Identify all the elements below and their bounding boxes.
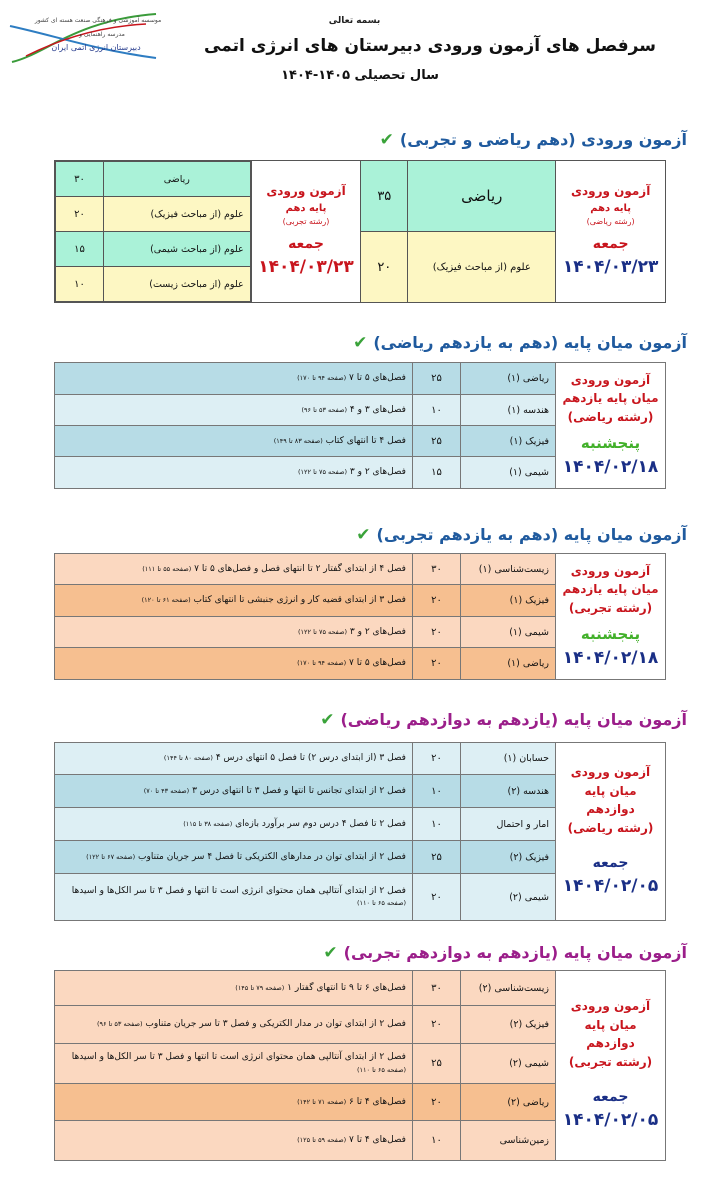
subject: ریاضی (۲) (461, 1084, 556, 1121)
label-grade: میان پایه دوازدهم (584, 783, 637, 817)
count: ۳۰ (413, 971, 461, 1006)
exam-date: ۱۴۰۴/۰۳/۲۳ (562, 257, 659, 278)
section-title-text: آزمون میان پایه (یازدهم به دوازدهم ریاضی) (340, 710, 687, 729)
topic-text: فصل‌های ۵ تا ۷ (349, 373, 406, 384)
bio-count: ۳۰ (56, 162, 104, 197)
count: ۳۰ (413, 554, 461, 585)
entrance-10-table (54, 160, 666, 303)
bio-subject: علوم (از مباحث زیست) (104, 267, 251, 302)
topic (55, 363, 413, 395)
topic-pages: (صفحه ۷۱ تا ۱۴۲) (297, 1097, 347, 1106)
count: ۲۰ (413, 743, 461, 775)
exam-day: جمعه (592, 1089, 629, 1106)
subject: هندسه (۲) (461, 775, 556, 808)
topic-pages: (صفحه ۵۵ تا ۱۱۱) (142, 564, 192, 573)
exam-date: ۱۴۰۴/۰۲/۱۸ (562, 647, 659, 668)
exam-day: پنجشنبه (580, 625, 641, 644)
count: ۱۰ (413, 1121, 461, 1161)
topic (55, 1044, 413, 1084)
label-grade: میان پایه دوازدهم (584, 1017, 637, 1051)
label-field: (رشته تجربی) (568, 1054, 653, 1069)
label-cell (556, 743, 666, 921)
count: ۱۰ (413, 808, 461, 841)
section-title-entrance-10 (380, 130, 687, 150)
section-title-10-11-math (353, 333, 687, 353)
subject: شیمی (۱) (461, 457, 556, 489)
section-title-text: آزمون میان پایه (یازدهم به دوازدهم تجربی) (343, 943, 687, 962)
topic-text: فصل ۲ از ابتدای توان در مدارهای الکتریکی تا فصل ۴ سر جریان متناوب (138, 851, 406, 862)
topic-pages: (صفحه ۵۹ تا ۱۲۵) (297, 1136, 347, 1145)
topic-pages: (صفحه ۳۸ تا ۱۱۵) (183, 819, 233, 828)
section-title-11-12-math (320, 710, 687, 730)
topic (55, 648, 413, 680)
topic-text: فصل‌های ۶ تا ۹ تا انتهای گفتار ۱ (287, 982, 406, 993)
exam-day: جمعه (592, 855, 629, 872)
count: ۲۵ (413, 363, 461, 395)
check-icon: ✔ (323, 943, 338, 963)
bismillah: بسمه تعالی (328, 16, 381, 26)
exam-day: پنجشنبه (580, 434, 641, 453)
topic (55, 426, 413, 457)
topic-pages: (صفحه ۹۴ تا ۱۷۰) (297, 659, 347, 668)
bio-count: ۱۰ (56, 267, 104, 302)
count: ۲۰ (413, 1084, 461, 1121)
subject: ریاضی (۱) (461, 363, 556, 395)
page-title: سرفصل های آزمون ورودی دبیرستان های انرژی اتمی (204, 36, 656, 56)
mid-11-12-bio-table (54, 970, 666, 1161)
label-title: آزمون ورودی (570, 563, 651, 578)
topic (55, 395, 413, 426)
label-field: (رشته ریاضی) (567, 820, 654, 835)
check-icon: ✔ (353, 333, 368, 353)
subject: ریاضی (۱) (461, 648, 556, 680)
label-field: (رشته تجربی) (568, 600, 653, 615)
topic-pages: (صفحه ۶۵ تا ۱۱۰) (356, 1065, 406, 1074)
topic (55, 841, 413, 874)
topic-text: فصل ۴ از ابتدای گفتار ۲ تا انتهای فصل و فصل‌های ۵ تا ۷ (194, 563, 406, 574)
section-title-text: آزمون ورودی (دهم ریاضی و تجربی) (399, 130, 687, 149)
count: ۲۰ (413, 874, 461, 921)
subject: شیمی (۲) (461, 874, 556, 921)
topic (55, 743, 413, 775)
bio-subject: علوم (از مباحث فیزیک) (104, 197, 251, 232)
exam-date: ۱۴۰۴/۰۲/۰۵ (562, 876, 659, 897)
subject: فیزیک (۱) (461, 426, 556, 457)
bio-subject: ریاضی (104, 162, 251, 197)
topic (55, 808, 413, 841)
section-title-text: آزمون میان پایه (دهم به یازدهم تجربی) (376, 525, 687, 544)
topic (55, 1006, 413, 1044)
logo-line2: مدرسه راهنمایی و (79, 31, 125, 38)
subject: زیست‌شناسی (۲) (461, 971, 556, 1006)
exam-date: ۱۴۰۴/۰۳/۲۳ (258, 257, 354, 278)
label-grade: پایه دهم (285, 202, 327, 214)
page-header (0, 0, 709, 95)
academic-year: سال تحصیلی ۱۴۰۵-۱۴۰۴ (281, 68, 439, 83)
section-title-10-11-bio (356, 525, 687, 545)
label-grade: میان پایه یازدهم (562, 391, 659, 406)
topic-pages: (صفحه ۷۹ تا ۱۴۵) (235, 983, 285, 992)
count: ۲۵ (413, 841, 461, 874)
topic (55, 1121, 413, 1161)
topic-pages: (صفحه ۵۳ تا ۹۶) (301, 405, 348, 414)
topic-text: فصل ۲ از ابتدای آنتالپی همان محتوای انرژی است تا انتها و فصل ۳ تا سر الکل‌ها و اسیدها (71, 1052, 406, 1063)
label-cell (556, 554, 666, 680)
topic-pages: (صفحه ۸۳ تا ۱۴۹) (273, 436, 323, 445)
topic-pages: (صفحه ۶۷ تا ۱۲۲) (86, 852, 136, 861)
subject: شیمی (۱) (461, 617, 556, 648)
label-title: آزمون ورودی (266, 184, 346, 199)
math-label-cell (556, 161, 666, 303)
count: ۱۰ (413, 775, 461, 808)
count: ۱۵ (413, 457, 461, 489)
topic-pages: (صفحه ۷۵ تا ۱۲۲) (298, 468, 348, 477)
bio-subject: علوم (از مباحث شیمی) (104, 232, 251, 267)
topic-text: فصل‌های ۲ و ۳ (349, 467, 406, 478)
check-icon: ✔ (320, 710, 335, 730)
label-title: آزمون ورودی (570, 184, 651, 199)
subject: حسابان (۱) (461, 743, 556, 775)
check-icon: ✔ (379, 130, 394, 150)
topic-pages: (صفحه ۴۳ تا ۷۰) (143, 786, 190, 795)
topic (55, 554, 413, 585)
topic-pages: (صفحه ۶۱ تا ۱۲۰) (141, 596, 191, 605)
label-title: آزمون ورودی (570, 765, 651, 780)
topic (55, 457, 413, 489)
topic-text: فصل‌های ۵ تا ۷ (349, 658, 406, 669)
label-cell (556, 971, 666, 1161)
count: ۲۵ (413, 1044, 461, 1084)
exam-day: جمعه (592, 236, 629, 253)
topic-text: فصل ۳ (از ابتدای درس ۲) تا فصل ۵ انتهای درس ۴ (215, 753, 406, 764)
topic-text: فصل ۲ از ابتدای تجانس تا انتها و فصل ۳ تا انتهای درس ۳ (192, 785, 406, 796)
count: ۱۰ (413, 395, 461, 426)
exam-date: ۱۴۰۴/۰۲/۱۸ (562, 456, 659, 477)
subject: زمین‌شناسی (461, 1121, 556, 1161)
topic-pages: (صفحه ۹۴ تا ۱۷۰) (297, 374, 347, 383)
math-count: ۳۵ (361, 161, 408, 232)
count: ۲۰ (413, 1006, 461, 1044)
topic-text: فصل‌های ۴ تا ۷ (349, 1135, 406, 1146)
topic-text: فصل ۳ از ابتدای قضیه کار و انرژی جنبشی تا انتهای کتاب (193, 595, 406, 606)
logo-line3: دبیرستان انرژی اتمی ایران (51, 43, 141, 52)
mid-11-12-math-table (54, 742, 666, 921)
topic-text: فصل ۲ از ابتدای توان در مدار الکتریکی و فصل ۳ تا سر جریان متناوب (145, 1019, 406, 1030)
topic (55, 874, 413, 921)
math-subject: ریاضی (408, 161, 556, 232)
subject: فیزیک (۲) (461, 841, 556, 874)
topic-text: فصل‌های ۲ و ۳ (349, 626, 406, 637)
label-field: (رشته ریاضی) (567, 409, 654, 424)
label-cell (556, 363, 666, 489)
topic (55, 617, 413, 648)
bio-count: ۱۵ (56, 232, 104, 267)
section-title-text: آزمون میان پایه (دهم به یازدهم ریاضی) (373, 333, 687, 352)
topic-pages: (صفحه ۶۵ تا ۱۱۰) (356, 899, 406, 907)
label-title: آزمون ورودی (570, 999, 651, 1014)
label-grade: میان پایه یازدهم (562, 582, 659, 597)
bio-count: ۲۰ (56, 197, 104, 232)
count: ۲۰ (413, 617, 461, 648)
topic-text: فصل ۲ از ابتدای آنتالپی همان محتوای انرژی است تا انتها و فصل ۳ تا سر الکل‌ها و اسیدها (71, 885, 406, 896)
subject: زیست‌شناسی (۱) (461, 554, 556, 585)
check-icon: ✔ (356, 525, 371, 545)
count: ۲۰ (413, 648, 461, 680)
topic-pages: (صفحه ۸۰ تا ۱۴۴) (163, 754, 213, 763)
count: ۲۰ (413, 585, 461, 617)
exam-date: ۱۴۰۴/۰۲/۰۵ (562, 1110, 659, 1131)
subject: شیمی (۲) (461, 1044, 556, 1084)
math-subject: علوم (از مباحث فیزیک) (408, 232, 556, 303)
topic-pages: (صفحه ۷۵ تا ۱۲۲) (298, 627, 348, 636)
topic-text: فصل ۴ تا انتهای کتاب (325, 435, 406, 446)
label-field: (رشته ریاضی) (586, 217, 635, 227)
subject: هندسه (۱) (461, 395, 556, 426)
count: ۲۵ (413, 426, 461, 457)
subject: امار و احتمال (461, 808, 556, 841)
bio-label-cell (251, 161, 361, 303)
topic (55, 971, 413, 1006)
topic-text: فصل ۲ تا فصل ۴ درس دوم سر برآورد بازه‌ای (235, 818, 406, 829)
topic-text: فصل‌های ۳ و ۴ (349, 404, 406, 415)
math-count: ۲۰ (361, 232, 408, 303)
topic-pages: (صفحه ۵۳ تا ۹۶) (96, 1020, 143, 1029)
subject: فیزیک (۲) (461, 1006, 556, 1044)
mid-10-11-math-table (54, 362, 666, 489)
label-field: (رشته تجربی) (282, 217, 330, 227)
topic-text: فصل‌های ۴ تا ۶ (349, 1096, 406, 1107)
topic (55, 775, 413, 808)
label-title: آزمون ورودی (570, 372, 651, 387)
exam-day: جمعه (288, 236, 324, 253)
section-title-11-12-bio (323, 943, 687, 963)
logo-line1: موسسه آموزشی و فرهنگی صنعت هسته ای کشور (34, 17, 162, 24)
topic (55, 585, 413, 617)
mid-10-11-bio-table (54, 553, 666, 680)
subject: فیزیک (۱) (461, 585, 556, 617)
bio-subjects-table (55, 161, 251, 302)
bio-subjects (55, 161, 252, 303)
topic (55, 1084, 413, 1121)
label-grade: پایه دهم (590, 202, 631, 214)
